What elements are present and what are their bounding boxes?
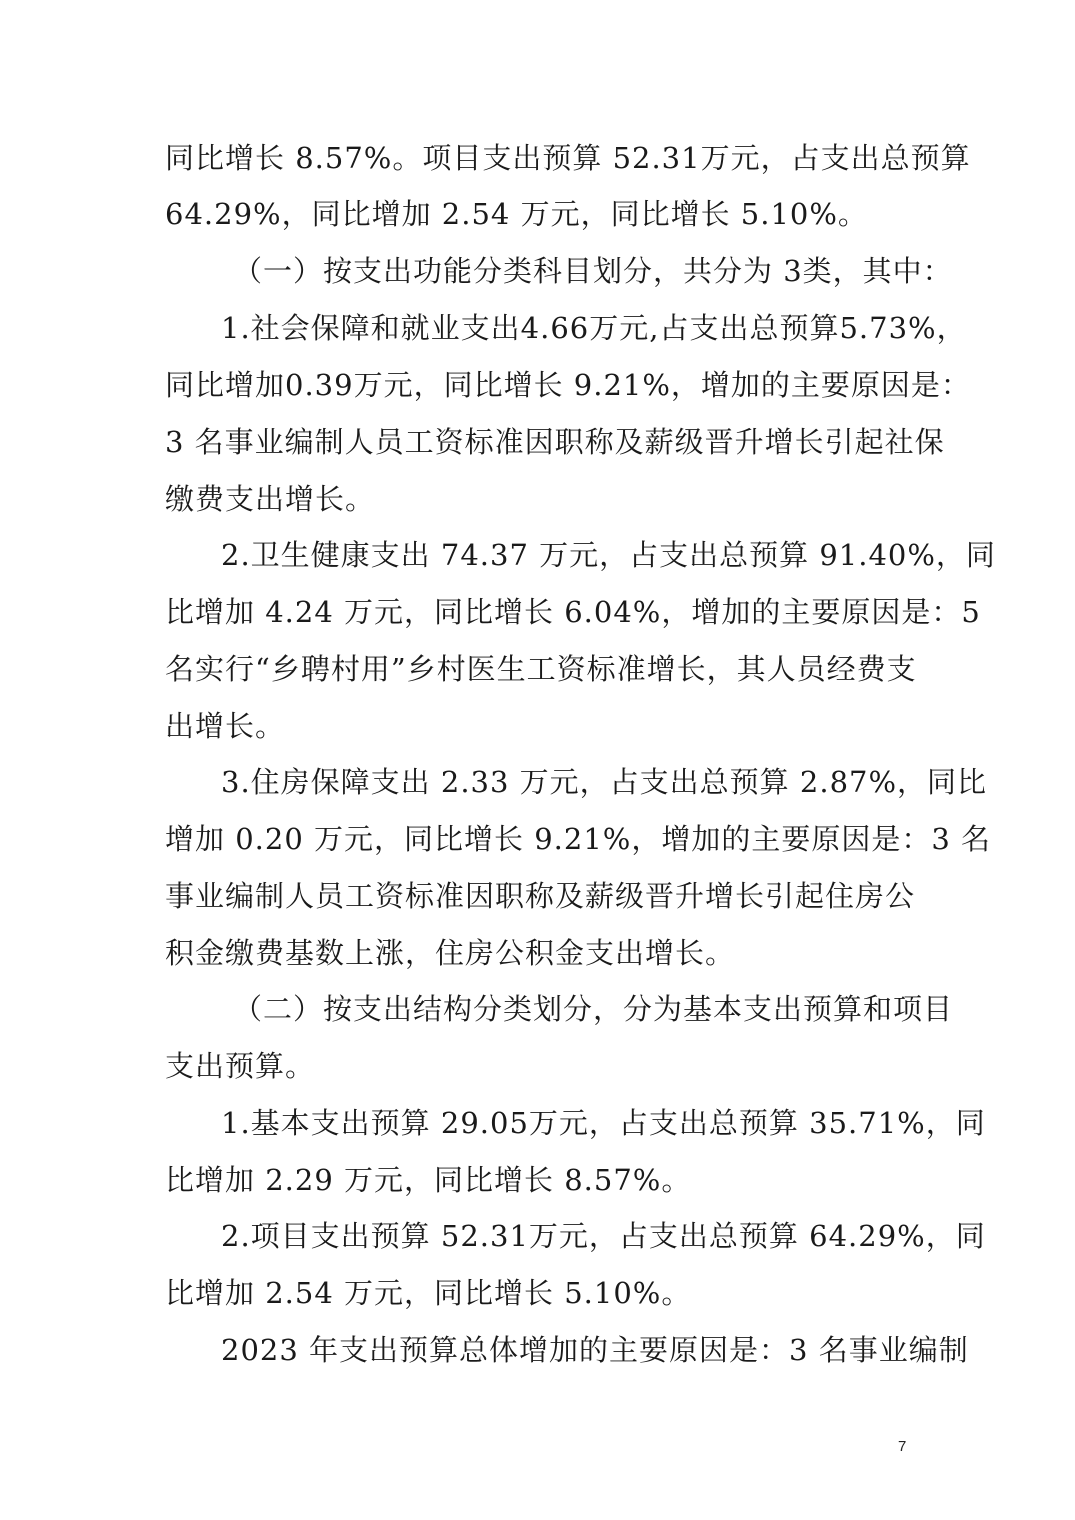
text-line: 2.卫生健康支出 74.37 万元，占支出总预算 91.40%，同	[221, 538, 996, 572]
text-line: 1.社会保障和就业支出4.66万元,占支出总预算5.73%，	[221, 311, 967, 345]
page-number: 7	[898, 1438, 907, 1455]
text-line: 1.基本支出预算 29.05万元，占支出总预算 35.71%，同	[221, 1106, 986, 1140]
text-line: 名实行“乡聘村用”乡村医生工资标准增长，其人员经费支	[165, 652, 917, 686]
text-line: 比增加 2.29 万元，同比增长 8.57%。	[165, 1163, 692, 1197]
text-line: 3.住房保障支出 2.33 万元，占支出总预算 2.87%，同比	[221, 765, 988, 799]
section-heading: （一）按支出功能分类科目划分，共分为 3类，其中：	[233, 254, 953, 288]
text-line: 2023 年支出预算总体增加的主要原因是：3 名事业编制	[221, 1333, 969, 1367]
text-line: 3 名事业编制人员工资标准因职称及薪级晋升增长引起社保	[165, 425, 945, 459]
text-line: 同比增加0.39万元，同比增长 9.21%，增加的主要原因是：	[165, 368, 971, 402]
section-heading: （二）按支出结构分类划分，分为基本支出预算和项目	[233, 992, 954, 1026]
text-line: 出增长。	[165, 709, 286, 743]
text-line: 事业编制人员工资标准因职称及薪级晋升增长引起住房公	[165, 879, 916, 913]
text-line: 2.项目支出预算 52.31万元，占支出总预算 64.29%，同	[221, 1219, 986, 1253]
text-line: 比增加 4.24 万元，同比增长 6.04%，增加的主要原因是：5	[165, 595, 981, 629]
text-line: 同比增长 8.57%。项目支出预算 52.31万元，占支出总预算	[165, 141, 971, 175]
text-line: 增加 0.20 万元，同比增长 9.21%，增加的主要原因是：3 名	[165, 822, 992, 856]
text-line: 64.29%，同比增加 2.54 万元，同比增长 5.10%。	[165, 197, 868, 231]
text-line: 支出预算。	[165, 1049, 316, 1083]
text-line: 缴费支出增长。	[165, 482, 376, 516]
text-line: 比增加 2.54 万元，同比增长 5.10%。	[165, 1276, 692, 1310]
text-line: 积金缴费基数上涨，住房公积金支出增长。	[165, 936, 736, 970]
